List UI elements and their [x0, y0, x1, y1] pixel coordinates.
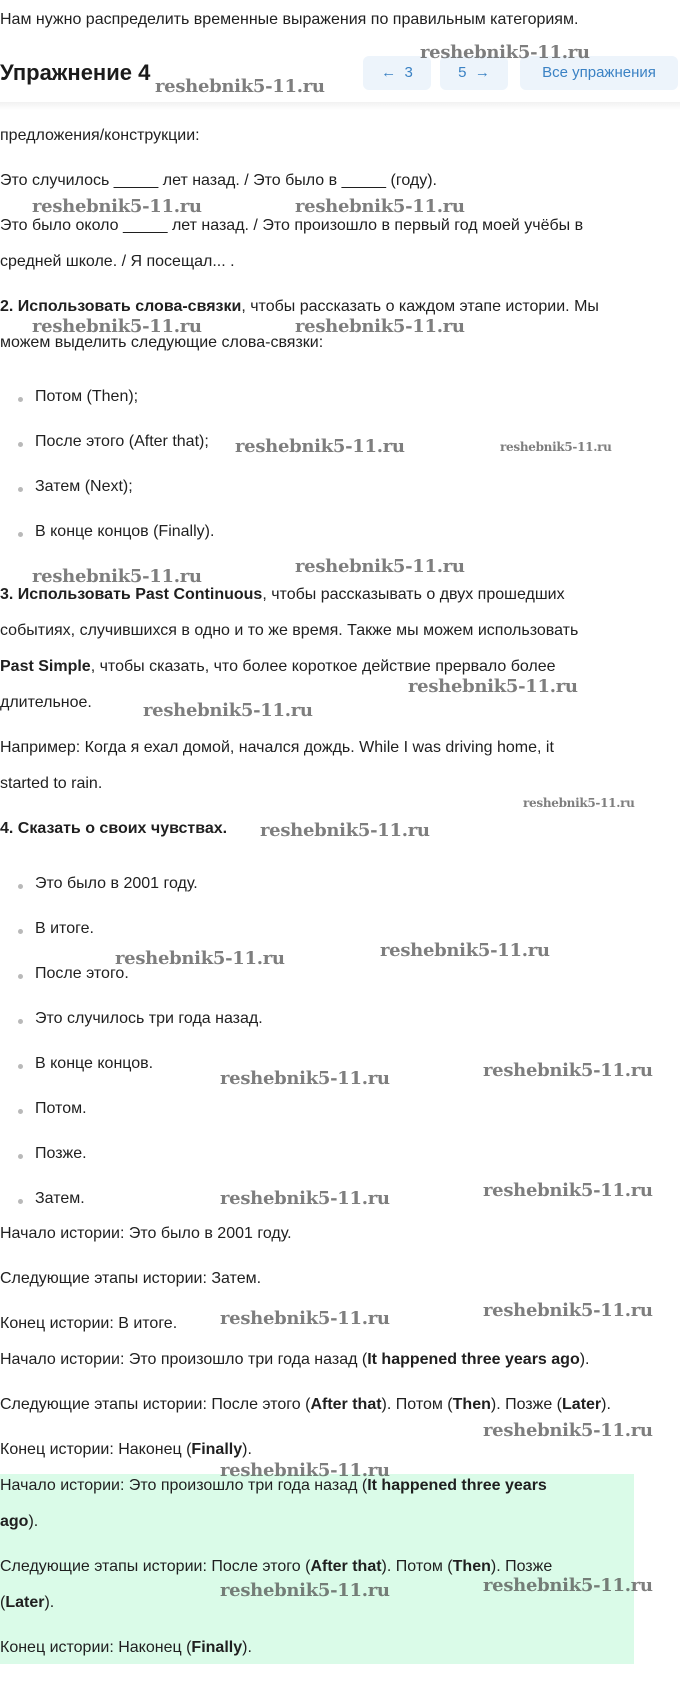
watermark: reshebnik5-11.ru [523, 796, 635, 810]
list-item: В конце концов. [35, 1055, 154, 1072]
answer-line: Начало истории: Это произошло три года назад (It happened three years ago). [0, 1351, 590, 1368]
final-answer-line: Начало истории: Это произошло три года назад (It happened three years [0, 1477, 547, 1494]
section-3-text: событиях, случившихся в одно и то же время. Также мы можем использовать [0, 622, 579, 639]
list-item: Потом. [35, 1100, 87, 1117]
list-item: Позже. [35, 1145, 87, 1162]
construction-line: средней школе. / Я посещал... . [0, 253, 235, 270]
section-2-text: можем выделить следующие слова-связки: [0, 334, 324, 351]
watermark: reshebnik5-11.ru [260, 820, 430, 841]
section-3-text: длительное. [0, 694, 92, 711]
watermark: reshebnik5-11.ru [32, 566, 202, 587]
answer-line: Следующие этапы истории: После этого (After that). Потом (Then). Позже (Later). [0, 1396, 611, 1413]
list-item: Это было в 2001 году. [35, 875, 198, 892]
bullet-icon [18, 884, 23, 889]
bullet-icon [18, 487, 23, 492]
list-item: Это случилось три года назад. [35, 1010, 263, 1027]
final-answer-line: Конец истории: Наконец (Finally). [0, 1639, 252, 1656]
watermark: reshebnik5-11.ru [220, 1068, 390, 1089]
list-item: В конце концов (Finally). [35, 523, 215, 540]
bullet-icon [18, 929, 23, 934]
watermark: reshebnik5-11.ru [408, 676, 578, 697]
watermark: reshebnik5-11.ru [220, 1308, 390, 1329]
example-text: started to rain. [0, 775, 103, 792]
watermark: reshebnik5-11.ru [483, 1060, 653, 1081]
bullet-icon [18, 1064, 23, 1069]
watermark: reshebnik5-11.ru [483, 1300, 653, 1321]
all-exercises-button[interactable]: Все упражнения [520, 56, 678, 90]
intro-text: Нам нужно распределить временные выражения по правильным категориям. [0, 11, 579, 28]
header-divider [0, 102, 680, 110]
list-item: Потом (Then); [35, 388, 139, 405]
next-exercise-button[interactable]: 5 → [440, 56, 508, 90]
bullet-icon [18, 442, 23, 447]
answer-line: Начало истории: Это было в 2001 году. [0, 1225, 292, 1242]
list-item: После этого (After that); [35, 433, 209, 450]
watermark: reshebnik5-11.ru [115, 948, 285, 969]
watermark: reshebnik5-11.ru [420, 42, 590, 63]
watermark: reshebnik5-11.ru [220, 1580, 390, 1601]
watermark: reshebnik5-11.ru [143, 700, 313, 721]
constructions-label: предложения/конструкции: [0, 127, 200, 144]
watermark: reshebnik5-11.ru [483, 1575, 653, 1596]
watermark: reshebnik5-11.ru [500, 440, 612, 454]
list-item: Затем. [35, 1190, 85, 1207]
watermark: reshebnik5-11.ru [235, 436, 405, 457]
arrow-left-icon: ← [381, 64, 397, 81]
watermark: reshebnik5-11.ru [32, 196, 202, 217]
arrow-right-icon: → [474, 64, 490, 81]
section-4-heading: 4. Сказать о своих чувствах. [0, 820, 228, 837]
watermark: reshebnik5-11.ru [483, 1420, 653, 1441]
section-3-heading: 3. Использовать Past Continuous, чтобы рассказывать о двух прошедших [0, 586, 565, 603]
bullet-icon [18, 397, 23, 402]
answer-line: Конец истории: В итоге. [0, 1315, 178, 1332]
bullet-icon [18, 1154, 23, 1159]
watermark: reshebnik5-11.ru [155, 76, 325, 97]
bullet-icon [18, 532, 23, 537]
answer-line: Конец истории: Наконец (Finally). [0, 1441, 252, 1458]
final-answer-line: ago). [0, 1513, 39, 1530]
final-answer-line: (Later). [0, 1594, 55, 1611]
final-answer-line: Следующие этапы истории: После этого (After that). Потом (Then). Позже [0, 1558, 553, 1575]
construction-line: Это было около _____ лет назад. / Это произошло в первый год моей учёбы в [0, 217, 584, 234]
list-item: В итоге. [35, 920, 94, 937]
bullet-icon [18, 1019, 23, 1024]
page-title: Упражнение 4 [0, 60, 151, 85]
prev-exercise-button[interactable]: ← 3 [363, 56, 431, 90]
watermark: reshebnik5-11.ru [295, 316, 465, 337]
bullet-icon [18, 1199, 23, 1204]
watermark: reshebnik5-11.ru [295, 556, 465, 577]
bullet-icon [18, 974, 23, 979]
section-3-text: Past Simple, чтобы сказать, что более короткое действие прервало более [0, 658, 556, 675]
list-item: После этого. [35, 965, 129, 982]
watermark: reshebnik5-11.ru [220, 1460, 390, 1481]
bullet-icon [18, 1109, 23, 1114]
construction-line: Это случилось _____ лет назад. / Это было в _____ (году). [0, 172, 437, 189]
watermark: reshebnik5-11.ru [483, 1180, 653, 1201]
watermark: reshebnik5-11.ru [32, 316, 202, 337]
section-2-heading: 2. Использовать слова-связки, чтобы рассказать о каждом этапе истории. Мы [0, 298, 599, 315]
watermark: reshebnik5-11.ru [380, 940, 550, 961]
watermark: reshebnik5-11.ru [295, 196, 465, 217]
example-text: Например: Когда я ехал домой, начался дождь. While I was driving home, it [0, 739, 554, 756]
answer-line: Следующие этапы истории: Затем. [0, 1270, 262, 1287]
watermark: reshebnik5-11.ru [220, 1188, 390, 1209]
list-item: Затем (Next); [35, 478, 133, 495]
